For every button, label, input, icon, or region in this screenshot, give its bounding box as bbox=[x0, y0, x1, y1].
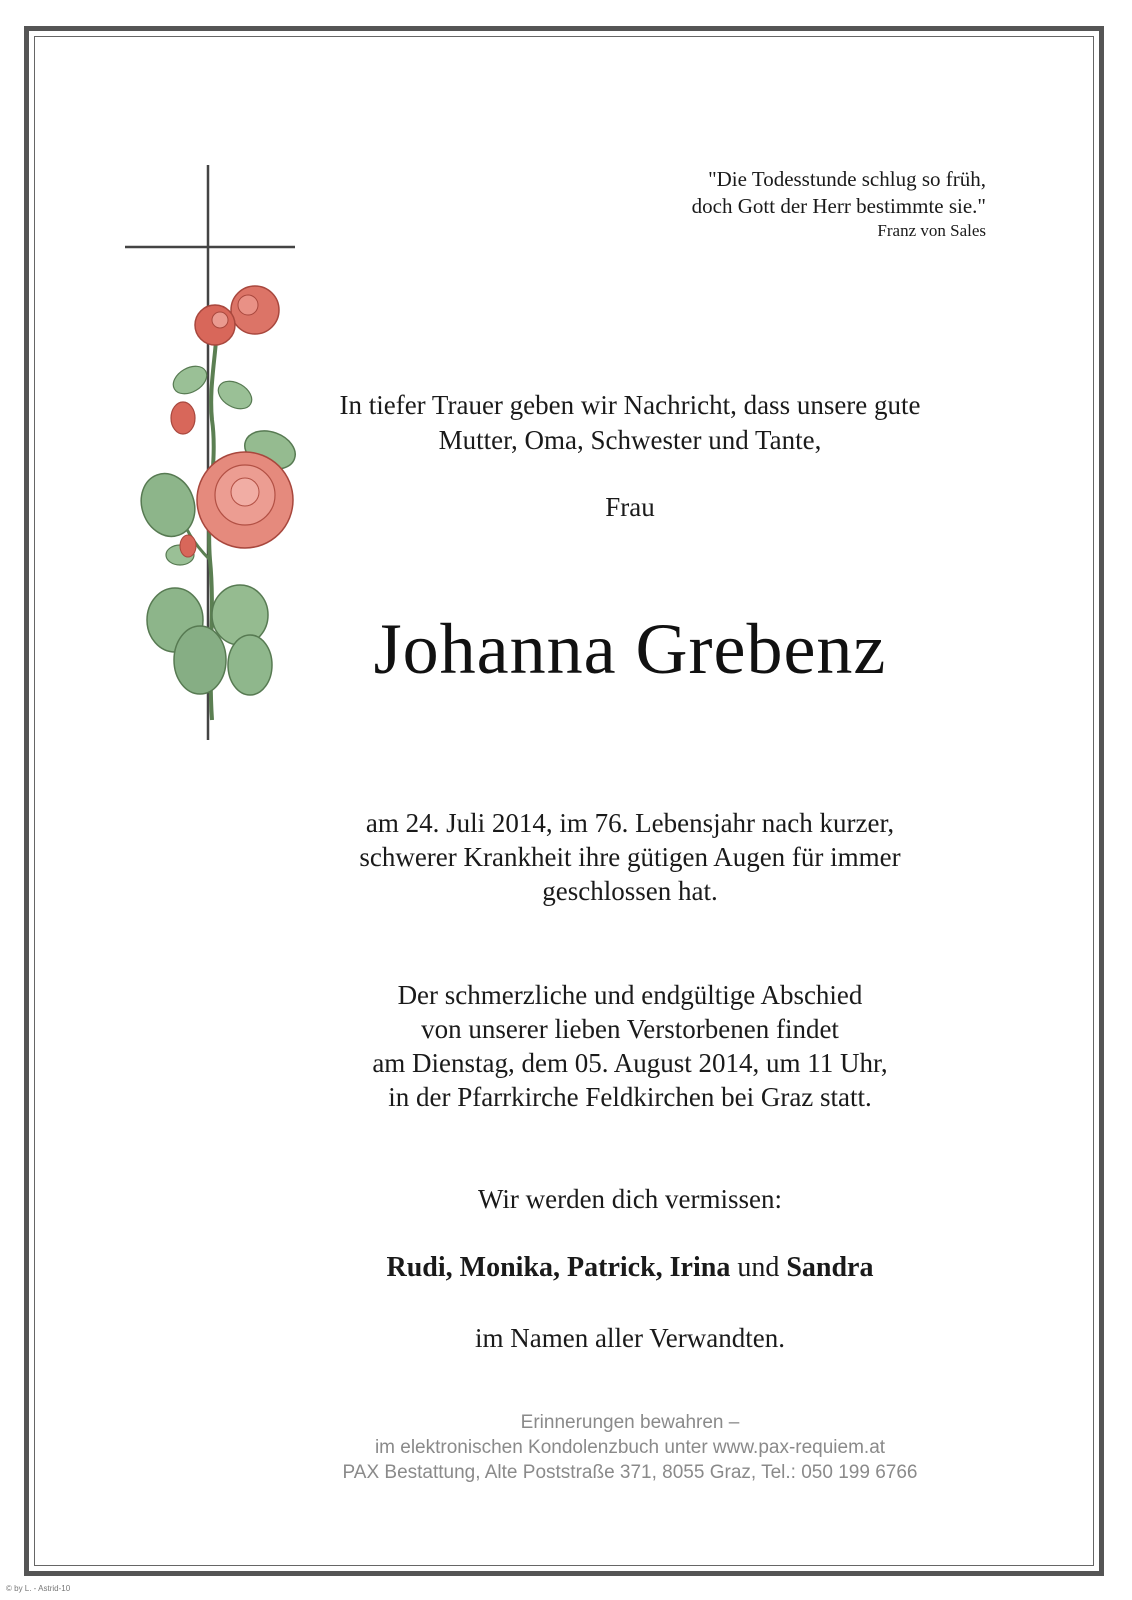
family-names bbox=[300, 1250, 960, 1286]
quote-author: Franz von Sales bbox=[877, 221, 986, 240]
funeral-notice-line: in der Pfarrkirche Feldkirchen bei Graz statt. bbox=[388, 1082, 872, 1112]
death-notice bbox=[300, 806, 960, 908]
relatives-line: im Namen aller Verwandten. bbox=[475, 1323, 785, 1353]
intro-line: Mutter, Oma, Schwester und Tante, bbox=[438, 425, 822, 455]
quote-line: doch Gott der Herr bestimmte sie." bbox=[691, 194, 986, 218]
funeral-notice-line: von unserer lieben Verstorbenen findet bbox=[421, 1014, 839, 1044]
copyright-note: © by L. - Astrid-10 bbox=[6, 1584, 71, 1593]
funeral-notice bbox=[300, 978, 960, 1114]
family-names-last: Sandra bbox=[786, 1252, 874, 1283]
footer-block bbox=[300, 1410, 960, 1485]
miss-line: Wir werden dich vermissen: bbox=[477, 1184, 783, 1214]
cross-rose-illustration bbox=[120, 160, 320, 745]
footer-line: im elektronischen Kondolenzbuch unter www.pax-requiem.at bbox=[374, 1437, 886, 1458]
footer-line: PAX Bestattung, Alte Poststraße 371, 8055 Graz, Tel.: 050 199 6766 bbox=[342, 1462, 918, 1483]
deceased-name: Johanna Grebenz bbox=[373, 609, 887, 689]
intro-line: In tiefer Trauer geben wir Nachricht, dass unsere gute bbox=[339, 390, 921, 420]
death-notice-line: schwerer Krankheit ihre gütigen Augen für immer bbox=[359, 842, 901, 872]
funeral-notice-line: am Dienstag, dem 05. August 2014, um 11 Uhr, bbox=[372, 1048, 888, 1078]
quote-line: "Die Todesstunde schlug so früh, bbox=[708, 167, 986, 191]
family-conjunction: und bbox=[737, 1252, 780, 1283]
quote-block bbox=[692, 166, 986, 242]
intro-text bbox=[300, 388, 960, 458]
death-notice-line: geschlossen hat. bbox=[542, 876, 718, 906]
family-names-list: Rudi, Monika, Patrick, Irina bbox=[386, 1252, 731, 1283]
rose-branch-icon bbox=[133, 286, 301, 720]
death-notice-line: am 24. Juli 2014, im 76. Lebensjahr nach kurzer, bbox=[365, 808, 895, 838]
footer-line: Erinnerungen bewahren – bbox=[520, 1412, 740, 1433]
salutation: Frau bbox=[605, 492, 655, 522]
funeral-notice-line: Der schmerzliche und endgültige Abschied bbox=[397, 980, 863, 1010]
